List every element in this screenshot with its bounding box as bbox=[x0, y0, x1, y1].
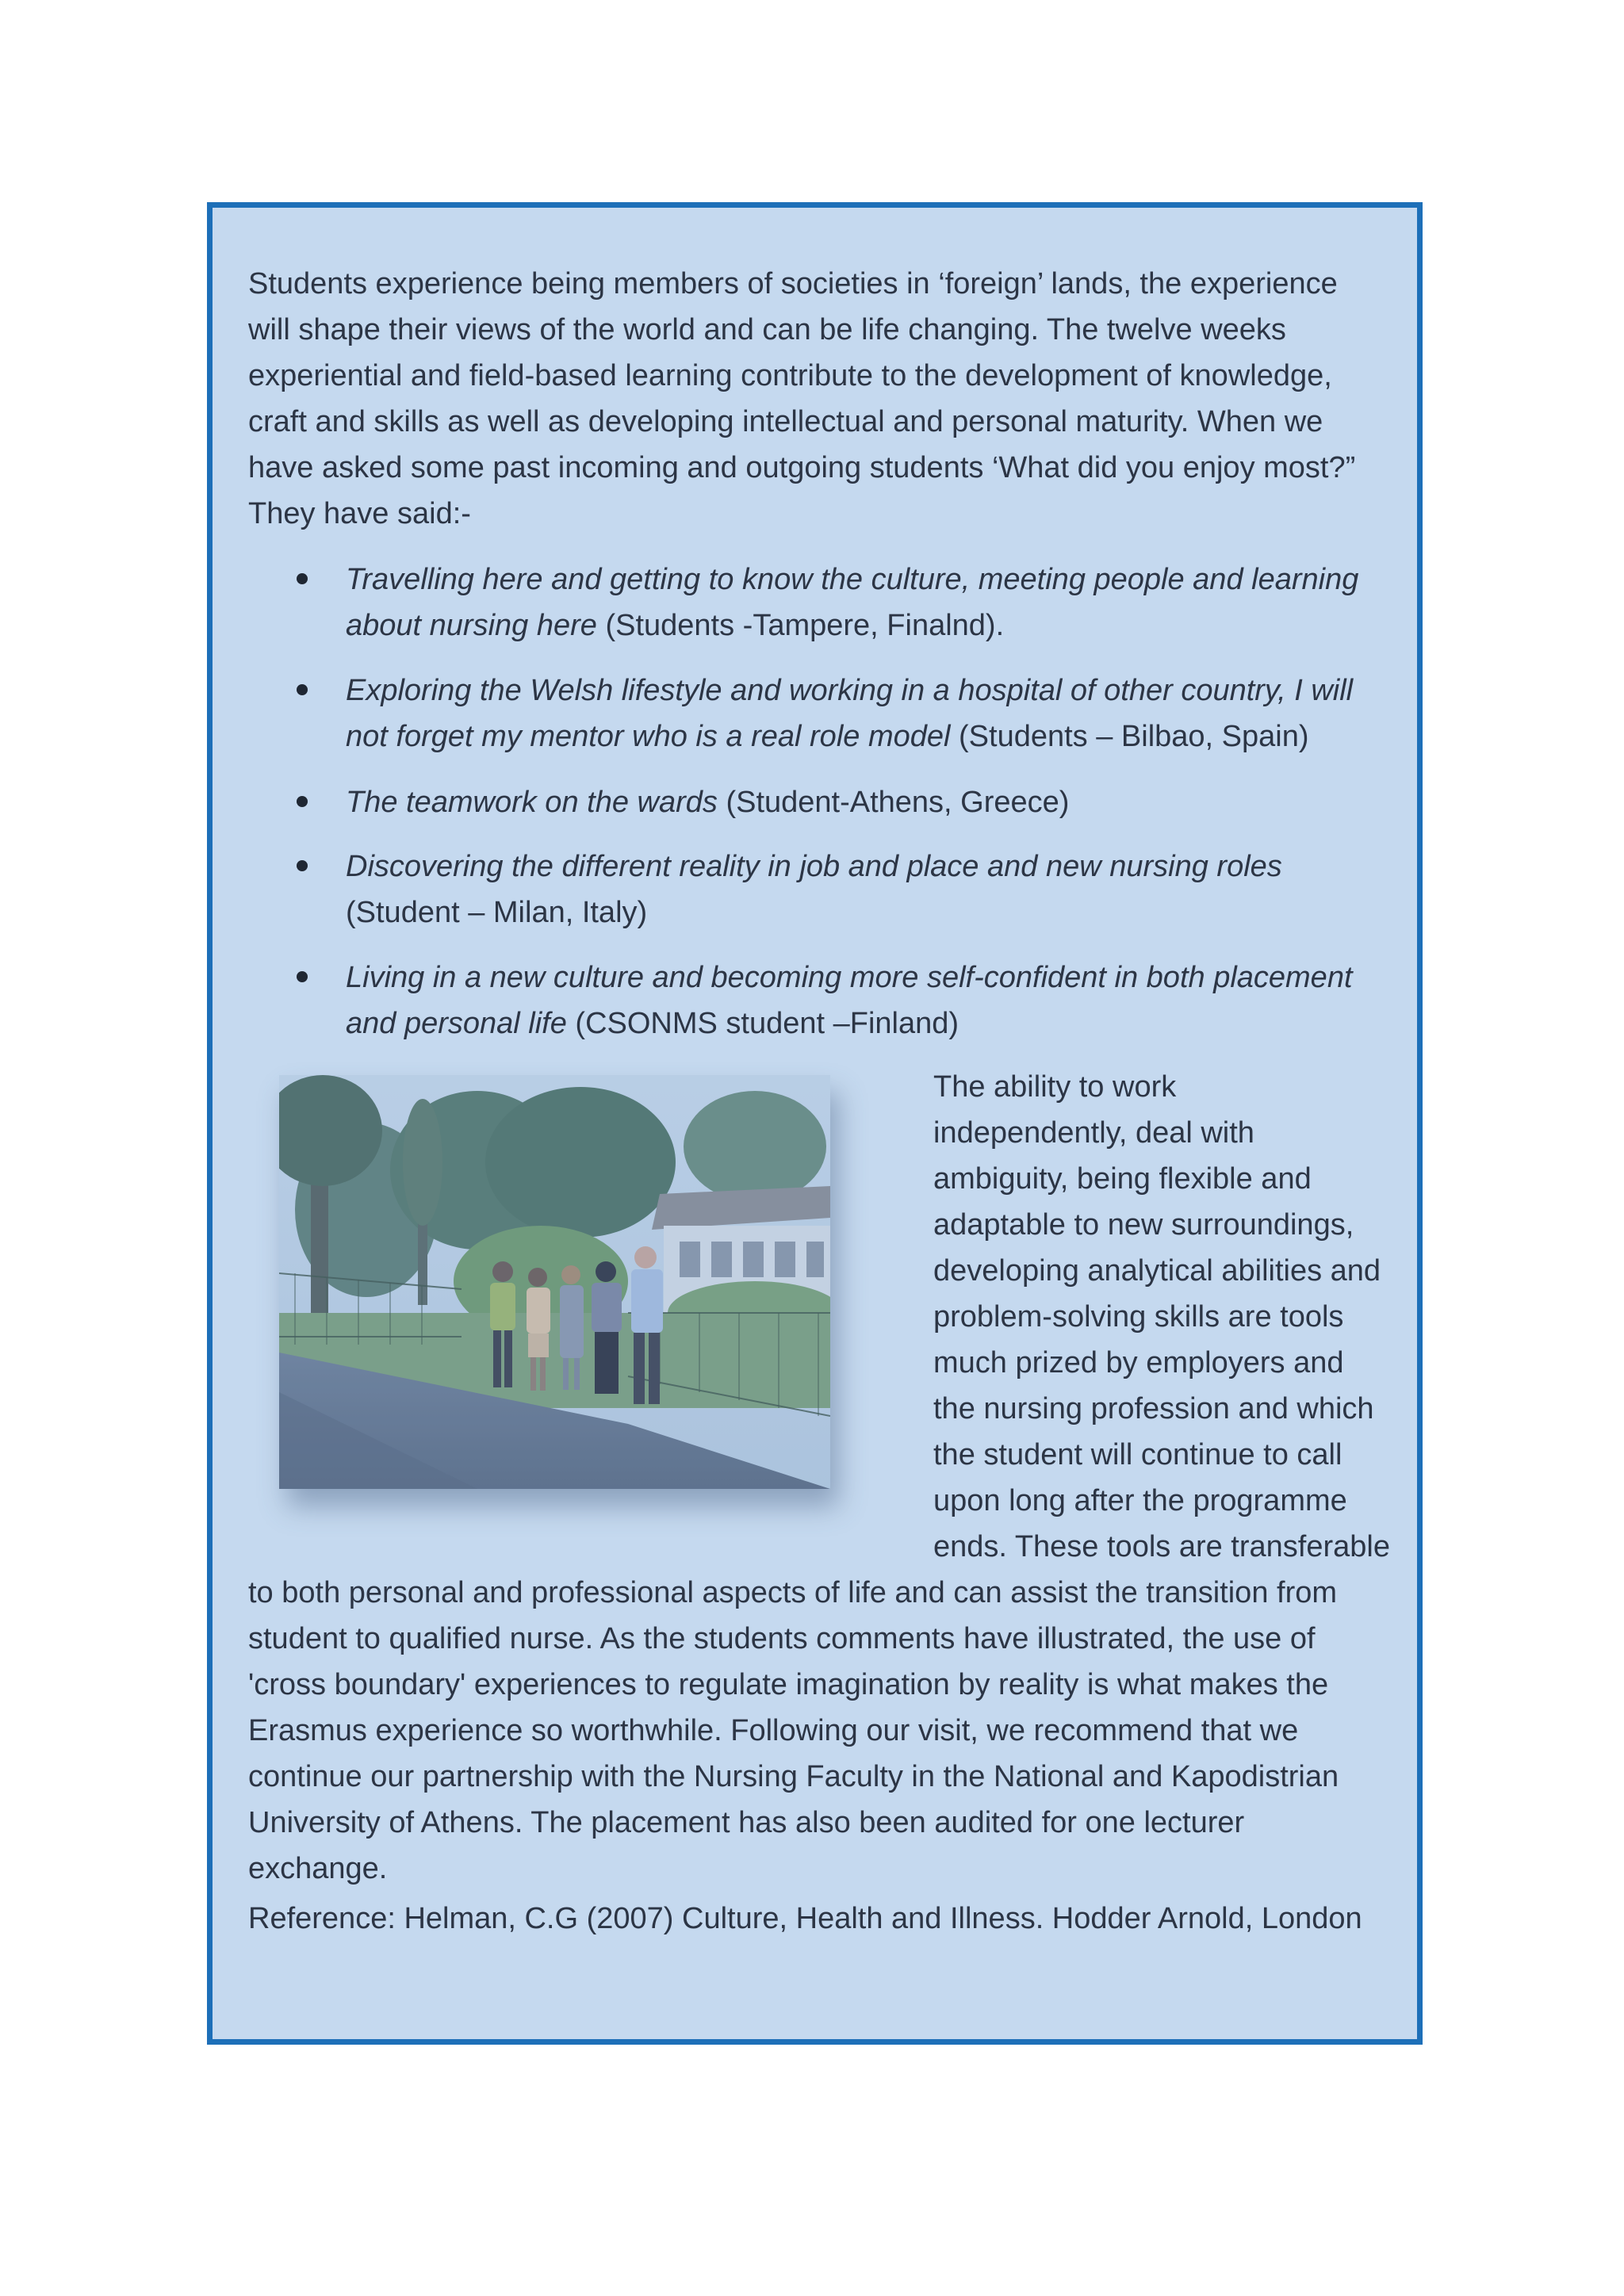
intro-line: will shape their views of the world and can be life changing. The twelve weeks bbox=[248, 313, 1286, 346]
intro-line: Students experience being members of societies in ‘foreign’ lands, the experience bbox=[248, 267, 1338, 300]
group-photo-image bbox=[279, 1075, 830, 1489]
intro-line: craft and skills as well as developing intellectual and personal maturity. When we bbox=[248, 405, 1323, 438]
testimonial-quote: The teamwork on the wards bbox=[346, 786, 718, 819]
reference-text bbox=[248, 1896, 1362, 1942]
intro-line: experiential and field-based learning contribute to the development of knowledge, bbox=[248, 359, 1332, 392]
wrap-line: adaptable to new surroundings, bbox=[933, 1208, 1354, 1242]
intro-paragraph bbox=[248, 261, 1355, 537]
wrap-line: ambiguity, being flexible and bbox=[933, 1162, 1312, 1196]
wrap-line: the student will continue to call bbox=[933, 1438, 1342, 1471]
testimonial-quote: Living in a new culture and becoming more self-confident in both placement bbox=[346, 961, 1353, 994]
testimonial-source: (Students -Tampere, Finalnd). bbox=[596, 609, 1005, 642]
bullet-icon bbox=[297, 796, 308, 807]
testimonial-line bbox=[346, 603, 1004, 649]
wrap-line: the nursing profession and which bbox=[933, 1392, 1374, 1425]
continuation-line: to both personal and professional aspects of life and can assist the transition from bbox=[248, 1576, 1338, 1609]
testimonial-quote: Discovering the different reality in job and place and new nursing roles bbox=[346, 850, 1282, 883]
continuation-line: Erasmus experience so worthwhile. Following our visit, we recommend that we bbox=[248, 1714, 1299, 1747]
testimonial-line bbox=[346, 1001, 959, 1047]
testimonial-line bbox=[346, 955, 1353, 1001]
testimonial-line bbox=[346, 714, 1309, 760]
wrap-line: developing analytical abilities and bbox=[933, 1254, 1381, 1288]
continuation-paragraph bbox=[248, 1570, 1339, 1892]
testimonial-line bbox=[346, 844, 1282, 890]
group-photo bbox=[279, 1075, 830, 1489]
continuation-line: 'cross boundary' experiences to regulate imagination by reality is what makes the bbox=[248, 1668, 1329, 1701]
bullet-icon bbox=[297, 573, 308, 584]
testimonial-quote: not forget my mentor who is a real role model bbox=[346, 720, 951, 753]
wrap-line: problem-solving skills are tools bbox=[933, 1300, 1344, 1334]
wrap-line: The ability to work bbox=[933, 1070, 1177, 1104]
testimonial-source: (Student – Milan, Italy) bbox=[346, 896, 648, 929]
testimonial-line bbox=[346, 668, 1353, 714]
continuation-line: continue our partnership with the Nursing Faculty in the National and Kapodistrian bbox=[248, 1760, 1339, 1793]
wrap-line: ends. These tools are transferable bbox=[933, 1530, 1390, 1563]
bullet-icon bbox=[297, 684, 308, 695]
testimonial-quote: Exploring the Welsh lifestyle and working in a hospital of other country, I will bbox=[346, 674, 1354, 707]
testimonial-source: (Student-Athens, Greece) bbox=[717, 786, 1070, 819]
testimonial-quote: and personal life bbox=[346, 1007, 567, 1040]
wrap-line: independently, deal with bbox=[933, 1116, 1254, 1150]
article-panel bbox=[207, 202, 1423, 2045]
testimonial-source: (CSONMS student –Finland) bbox=[566, 1007, 959, 1040]
testimonial-line bbox=[346, 557, 1358, 603]
testimonial-line bbox=[346, 890, 647, 936]
intro-line: They have said:- bbox=[248, 497, 471, 530]
bullet-icon bbox=[297, 971, 308, 982]
wrap-line: upon long after the programme bbox=[933, 1484, 1347, 1517]
wrap-paragraph bbox=[933, 1064, 1390, 1570]
wrap-line: much prized by employers and bbox=[933, 1346, 1344, 1380]
testimonial-quote: Travelling here and getting to know the culture, meeting people and learning bbox=[346, 563, 1359, 596]
testimonial-line bbox=[346, 779, 1069, 825]
testimonial-quote: about nursing here bbox=[346, 609, 597, 642]
continuation-line: student to qualified nurse. As the students comments have illustrated, the use of bbox=[248, 1622, 1316, 1655]
intro-line: have asked some past incoming and outgoing students ‘What did you enjoy most?” bbox=[248, 451, 1356, 484]
testimonial-source: (Students – Bilbao, Spain) bbox=[950, 720, 1309, 753]
bullet-icon bbox=[297, 860, 308, 871]
reference-line: Reference: Helman, C.G (2007) Culture, Health and Illness. Hodder Arnold, London bbox=[248, 1902, 1362, 1935]
continuation-line: University of Athens. The placement has also been audited for one lecturer bbox=[248, 1806, 1245, 1839]
continuation-line: exchange. bbox=[248, 1852, 388, 1885]
